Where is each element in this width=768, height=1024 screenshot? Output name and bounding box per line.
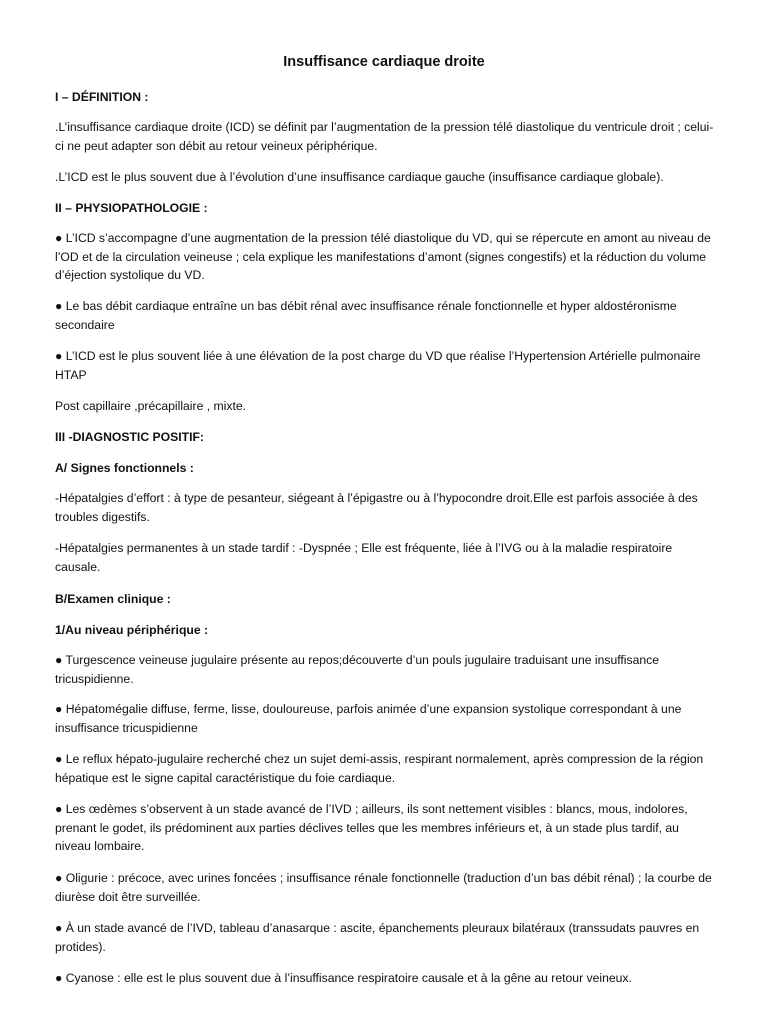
bullet-paragraph: ● L’ICD est le plus souvent liée à une élévation de la post charge du VD que réalise l’Hypertension Artérielle pulmonaire HTAP	[55, 349, 701, 382]
section-heading-physiopathologie: II – PHYSIOPATHOLOGIE :	[55, 201, 208, 215]
subheading-niveau-peripherique: 1/Au niveau périphérique :	[55, 623, 209, 637]
paragraph: Post capillaire ,précapillaire , mixte.	[55, 399, 247, 413]
bullet-paragraph: ● L’ICD s’accompagne d’une augmentation de la pression télé diastolique du VD, qui se répercute en amont au niveau de l’OD et de la circulation veineuse ; cela explique les manifestations d’amont (signes congestifs) et la réduction du volume d’éjection systolique du VD.	[55, 231, 711, 282]
section-heading-definition: I – DÉFINITION :	[55, 90, 149, 104]
bullet-paragraph: ● Les œdèmes s’observent à un stade avancé de l’IVD ; ailleurs, ils sont nettement visibles : blancs, mous, indolores, prenant le godet, ils prédominent aux parties déclives telles que les membres inférieurs et, à un stade plus tardif, au niveau lombaire.	[55, 802, 688, 853]
bullet-paragraph: ● Oligurie : précoce, avec urines foncées ; insuffisance rénale fonctionnelle (traduction d’un bas débit rénal) ; la courbe de diurèse doit être surveillée.	[55, 871, 712, 904]
paragraph: .L’ICD est le plus souvent due à l’évolution d’une insuffisance cardiaque gauche (insuffisance cardiaque globale).	[55, 170, 664, 184]
paragraph: -Hépatalgies permanentes à un stade tardif : -Dyspnée ; Elle est fréquente, liée à l’IVG ou à la maladie respiratoire causale.	[55, 541, 673, 574]
bullet-paragraph: ● Turgescence veineuse jugulaire présente au repos;découverte d’un pouls jugulaire traduisant une insuffisance tricuspidienne.	[55, 653, 660, 686]
section-heading-diagnostic: III -DIAGNOSTIC POSITIF:	[55, 430, 204, 444]
bullet-paragraph: ● Le reflux hépato-jugulaire recherché chez un sujet demi-assis, respirant normalement, après compression de la région hépatique est le signe capital caractéristique du foie cardiaque.	[55, 752, 704, 785]
bullet-paragraph: ● Le bas débit cardiaque entraîne un bas débit rénal avec insuffisance rénale fonctionnelle et hyper aldostéronisme secondaire	[55, 299, 677, 332]
bullet-paragraph: ● Cyanose : elle est le plus souvent due à l’insuffisance respiratoire causale et à la gêne au retour veineux.	[55, 971, 632, 985]
paragraph: -Hépatalgies d’effort : à type de pesanteur, siégeant à l’épigastre ou à l’hypocondre droit.Elle est parfois associée à des troubles digestifs.	[55, 491, 698, 524]
paragraph: .L’insuffisance cardiaque droite (ICD) se définit par l’augmentation de la pression télé diastolique du ventricule droit ; celui-ci ne peut adapter son débit au retour veineux périphérique.	[55, 120, 714, 153]
document-title: Insuffisance cardiaque droite	[283, 54, 485, 70]
bullet-paragraph: ● Hépatomégalie diffuse, ferme, lisse, douloureuse, parfois animée d’une expansion systolique correspondant à une insuffisance tricuspidienne	[55, 702, 682, 735]
subheading-examen-clinique: B/Examen clinique :	[55, 592, 171, 606]
subheading-signes-fonctionnels: A/ Signes fonctionnels :	[55, 461, 194, 475]
bullet-paragraph: ● À un stade avancé de l’IVD, tableau d’anasarque : ascite, épanchements pleuraux bilatéraux (transsudats pauvres en protides).	[55, 921, 700, 954]
